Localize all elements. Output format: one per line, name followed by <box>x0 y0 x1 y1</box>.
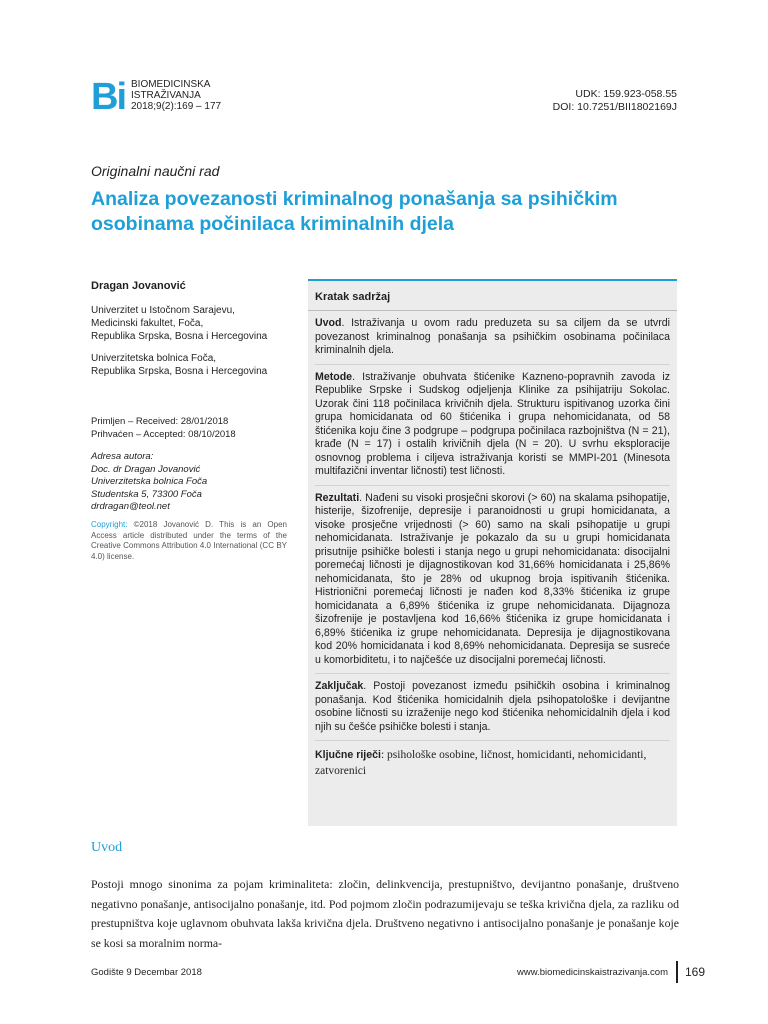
abstract-results <box>315 492 670 675</box>
abstract-conclusion <box>315 680 670 741</box>
copyright-text: ©2018 Jovanović D. This is an Open Access article distributed under the terms of the Creative Commons Attribution 4.0 International (CC BY 4.0) license. <box>91 520 287 561</box>
author-address <box>91 451 296 514</box>
udk-code: UDK: 159.923-058.55 <box>575 88 677 100</box>
doi-code: DOI: 10.7251/BII1802169J <box>552 101 677 113</box>
footer-volume: Godište 9 Decembar 2018 <box>91 967 202 978</box>
affiliation-line: Univerzitet u Istočnom Sarajevu, <box>91 305 235 316</box>
address-line: Doc. dr Dragan Jovanović <box>91 463 201 475</box>
address-line: Adresa autora: <box>91 451 154 462</box>
page-number: 169 <box>685 965 706 979</box>
keywords-text: : psihološke osobine, ličnost, homicidanti, nehomicidanti, zatvorenici <box>315 749 647 777</box>
copyright-notice <box>91 520 287 562</box>
section-heading: Uvod <box>91 840 123 855</box>
abstract-heading: Kratak sadržaj <box>308 290 677 311</box>
abstract-text: . Istraživanja u ovom radu preduzeta su sa ciljem da se utvrdi povezanost kriminalnog ponašanja sa psihičkim osobinama počinilaca kriminalnih djela. <box>315 317 670 356</box>
address-line: Studentska 5, 73300 Foča <box>91 488 202 500</box>
abstract-text: . Nađeni su visoki prosječni skorovi (> 60) na skalama psihopatije, histerije, šizofrenije, depresije i paranoidnosti u grupi homicidanata, a visoke prosječne vrijednosti (> 60) samo na skali psihopatije u grupi nehomicidanata. Istraživanje je pokazalo da su u grupi homicidanata prisutnije psihičke bolesti i stanja nego u grupi nehomicidanata: disocijalni poremećaj ličnosti je dijagnostikovan kod 31,66% homicidanata i 25,86% nehomicidanata, što je 28% od ukupnog broja ispitivanih štićenika. Histrionični poremećaj ličnosti je nađen kod 8,33% štićenika iz grupe homicidanata a 6,89% štićenika iz grupe nehomicidanata. Dijagnoza šizofrenije je postavljena kod 16,66% štićenika iz grupe homicidanata i 6,89% štićenika iz grupe nehomicidanata. Depresija je dijagnostikovana kod 20% homicidanata i kod 8,69% nehomicidanata. Depresija se susreće u komorbiditetu, i to najčešće uz disocijalni poremećaj ličnosti. <box>315 491 670 666</box>
abstract-label: Metode <box>315 370 353 383</box>
article-type: Originalni naučni rad <box>91 163 220 179</box>
keywords <box>315 747 670 779</box>
journal-name <box>131 79 221 112</box>
accepted-date: Prihvaćen – Accepted: 08/10/2018 <box>91 428 236 440</box>
affiliation-line: Univerzitetska bolnica Foča, <box>91 353 217 364</box>
affiliation-line: Republika Srpska, Bosna i Hercegovina <box>91 331 268 342</box>
abstract-text: . Postoji povezanost između psihičkih osobina i kriminalnog ponašanja. Kod štićenika homicidalnih djela psihopatološke i devijantne osobine ličnosti su izraženije nego kod štićenika nehomicidalnih djela i kod njih su češće psihičke bolesti i stanja. <box>315 680 670 733</box>
body-paragraph: Postoji mnogo sinonima za pojam kriminaliteta: zločin, delinkvencija, prestupništvo, devijantno ponašanje, društveno negativno ponašanje, antisocijalno ponašanje, itd. Pod pojmom zločin podrazumijevaju se teška krivična djela, za razliku od prestupništva koje uglavnom obuhvata lakša krivična djela. Društveno negativno i antisocijalno ponašanje je ponašanje koje se kosi sa moralnim norma- <box>91 877 679 950</box>
journal-issue: 2018;9(2):169 – 177 <box>131 101 222 112</box>
address-line: Univerzitetska bolnica Foča <box>91 476 208 487</box>
author-name: Dragan Jovanović <box>91 280 186 292</box>
keywords-label: Ključne riječi <box>315 749 381 761</box>
journal-logo: Bi <box>91 76 125 118</box>
abstract-label: Uvod <box>315 317 342 329</box>
journal-name-line2: ISTRAŽIVANJA <box>131 90 201 101</box>
author-affiliation-1 <box>91 304 296 343</box>
journal-name-line1: BIOMEDICINSKA <box>131 79 211 90</box>
author-affiliation-2 <box>91 352 296 378</box>
footer-url[interactable]: www.biomedicinskaistrazivanja.com <box>517 967 668 978</box>
article-dates <box>91 416 296 441</box>
copyright-label: Copyright: <box>91 520 128 529</box>
abstract-text: . Istraživanje obuhvata štićenike Kazneno-popravnih zavoda iz Republike Srpske i Sudskog odjeljenja Klinike za psihijatriju Sokolac. Uzorak čini 118 počinilaca krivičnih djela. Strukturu ispitivanog uzorka čini grupa homicidanata od 60 štićenika i grupa nehomicidanata, od 58 štićenika koju čine 3 podgrupe – podgrupa počinilaca razbojništva (N = 21), krađe (N = 17) i ostalih krivičnih djela (N = 20). U svrhu eksploracije osnovnog problema i ciljeva istraživanja koristi se MMPI-201 (Minesota multifazični inventar ličnosti) test ličnosti. <box>315 370 670 477</box>
affiliation-line: Republika Srpska, Bosna i Hercegovina <box>91 366 268 377</box>
author-email[interactable]: drdragan@teol.net <box>91 501 170 512</box>
abstract-box <box>308 279 677 826</box>
received-date: Primljen – Received: 28/01/2018 <box>91 416 229 427</box>
abstract-label: Zaključak <box>315 680 364 692</box>
abstract-methods <box>315 371 670 486</box>
article-title: Analiza povezanosti kriminalnog ponašanja sa psihičkim osobinama počinilaca kriminalnih djela <box>91 188 618 235</box>
affiliation-line: Medicinski fakultet, Foča, <box>91 318 204 329</box>
article-identifiers <box>553 88 677 114</box>
abstract-label: Rezultati <box>315 491 360 504</box>
abstract-introduction <box>315 317 670 365</box>
footer-divider <box>676 961 678 983</box>
